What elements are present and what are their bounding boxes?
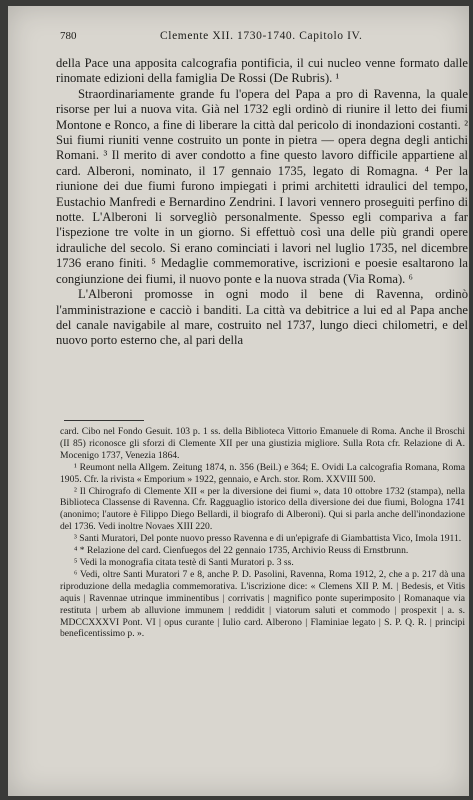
footnotes [60, 426, 465, 640]
footnote: card. Cibo nel Fondo Gesuit. 103 p. 1 ss. della Biblioteca Vittorio Emanuele di Roma. Anche il Broschi (II 85) riconosce gli sforzi di Clemente XII per una giustizia migliore. Sulla Rota cfr. Relazione di A. Mocenigo 1737, Venezia 1864. [60, 426, 465, 461]
footnote: ² Il Chirografo di Clemente XII « per la diversione dei fiumi », data 10 ottobre 1732 (stampa), nella Biblioteca Classense di Ravenna. Cfr. Ragguaglio istorico della diversione dei due fiumi, Bologna 1741 (anonimo; l'autore è Filippo Diego Bellardi, il biografo di Alberoni). Qui si parla anche dell'inondazione del 1736. Vedi inoltre Novaes XIII 220. [60, 485, 465, 533]
footnote-separator [64, 420, 144, 421]
footnote: ⁴ * Relazione del card. Cienfuegos del 22 gennaio 1735, Archivio Reuss di Ernstbrunn. [74, 545, 409, 557]
running-title: Clemente XII. 1730-1740. Capitolo IV. [160, 30, 363, 42]
page-header [60, 30, 469, 46]
footnote: ⁵ Vedi la monografia citata testè di Santi Muratori p. 3 ss. [74, 556, 294, 568]
main-text [56, 56, 468, 349]
page-number: 780 [60, 30, 77, 42]
footnote: ¹ Reumont nella Allgem. Zeitung 1874, n. 356 (Beil.) e 364; E. Ovidi La calcografia Romana, Roma 1905. Cfr. la rivista « Emporium » 1922, gennaio, e Arch. stor. Rom. XXVIII 500. [60, 461, 465, 485]
footnote: ³ Santi Muratori, Del ponte nuovo presso Ravenna e di un'epigrafe di Giambattista Vico, Imola 1911. [74, 533, 462, 545]
paragraph: L'Alberoni promosse in ogni modo il bene di Ravenna, ordinò l'amministrazione e cacciò i banditi. La città va debitrice a lui ed al Papa anche del canale navigabile al mare, costruito nel 1737, lungo dieci chilometri, e del nuovo porto esterno che, al pari della [56, 287, 468, 348]
paragraph: della Pace una apposita calcografia pontificia, il cui nucleo venne formato dalle rinomate edizioni della famiglia De Rossi (De Rubris). ¹ [56, 56, 468, 86]
paragraph: Straordinariamente grande fu l'opera del Papa a pro di Ravenna, la quale risorse per lui a nuova vita. Già nel 1732 egli ordinò di riunire il letto dei fiumi Montone e Ronco, a fine di liberare la città dal pericolo di inondazioni costanti. ² Sui fiumi riuniti venne costruito un ponte in pietra — opera degna degli antichi Romani. ³ Il merito di aver condotto a fine questo lavoro difficile appartiene al card. Alberoni, nominato, il 17 gennaio 1735, legato di Romagna. ⁴ Per la riunione dei due fiumi furono impiegati i primi architetti idraulici del tempo, Eustachio Manfredi e Bernardino Zendrini. I lavori vennero proseguiti perfino di notte. L'Alberoni li sorvegliò personalmente. Spesso egli compariva a far l'ispezione tre volte in un giorno. Si effettuò così una delle più grandi opere idrauliche del secolo. Si erano cominciati i lavori nel luglio 1735, nel dicembre 1736 erano finiti. ⁵ Medaglie commemorative, iscrizioni e poesie esaltarono la congiunzione dei fiumi, il nuovo ponte e la nuova strada (Via Roma). ⁶ [56, 86, 468, 286]
book-page [8, 6, 469, 796]
footnote: ⁶ Vedi, oltre Santi Muratori 7 e 8, anche P. D. Pasolini, Ravenna, Roma 1912, 2, che a p. 217 dà una riproduzione della medaglia commemorativa. L'iscrizione dice: « Clemens XII P. M. | Bedesis, et Vitis aquis | Ravennae utrinque imminentibus | corrivatis | magnifico ponte superimposito | Romanaque via restituta | urbem ab alluvione immunem | reddidit | viatorum saluti et commodo | prospexit | a. s. MDCCXXXVI Pont. VI | opus curante | Iulio card. Alberono | Flaminiae legato | S. P. Q. R. | principi beneficentissimo p. ». [60, 568, 465, 640]
